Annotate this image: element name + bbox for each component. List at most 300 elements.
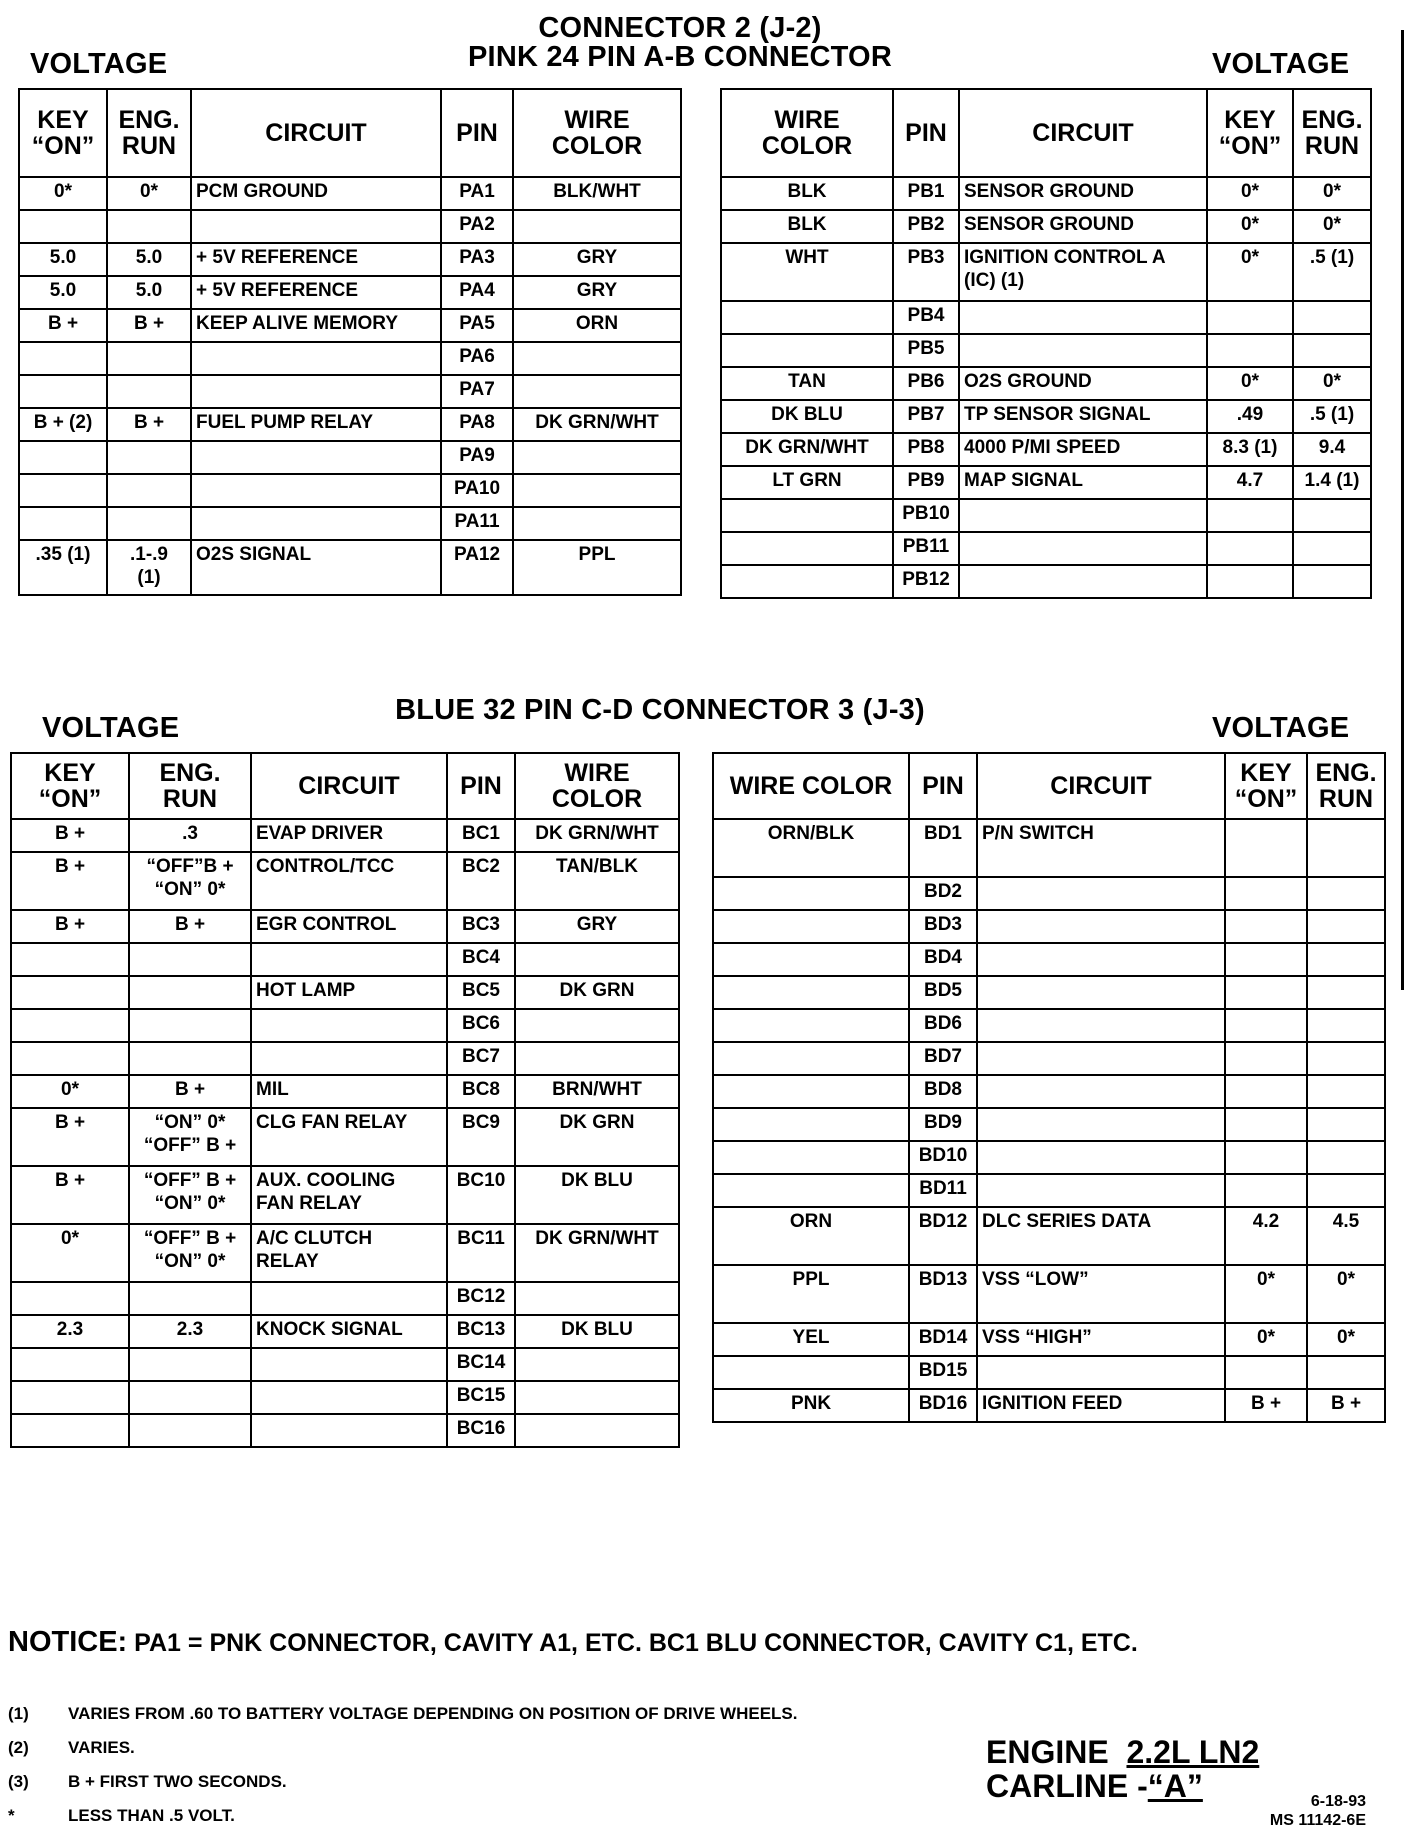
cell-key-on [1225, 943, 1307, 976]
cell-key-on: B + [11, 819, 129, 852]
cell-wire-color [713, 1356, 909, 1389]
cell-pin: BC2 [447, 852, 515, 910]
cell-pin: PA11 [441, 507, 513, 540]
cell-pin: PB3 [893, 243, 959, 301]
table-row [11, 852, 679, 910]
col-wire-color: WIRE COLOR [713, 753, 909, 819]
table-row [713, 877, 1385, 910]
cell-circuit [977, 1108, 1225, 1141]
cell-circuit: IGNITION FEED [977, 1389, 1225, 1422]
cell-wire-color: DK GRN/WHT [721, 433, 893, 466]
cell-eng-run [107, 474, 191, 507]
cell-pin: PA5 [441, 309, 513, 342]
table-row [713, 910, 1385, 943]
table-row [11, 910, 679, 943]
table-row [19, 540, 681, 595]
col-eng-run: ENG. RUN [1307, 753, 1385, 819]
cell-wire-color [713, 1141, 909, 1174]
cell-wire-color: DK BLU [515, 1315, 679, 1348]
footnote-text: LESS THAN .5 VOLT. [68, 1806, 235, 1825]
cell-circuit: SENSOR GROUND [959, 210, 1207, 243]
cell-circuit [251, 943, 447, 976]
cell-eng-run [1307, 1042, 1385, 1075]
table-row [721, 367, 1371, 400]
cell-pin: PB6 [893, 367, 959, 400]
table-row [11, 1381, 679, 1414]
cell-key-on: 0* [1225, 1323, 1307, 1356]
table-row [11, 976, 679, 1009]
connector3-right-table [712, 752, 1386, 1423]
cell-circuit [251, 1009, 447, 1042]
cell-circuit: KNOCK SIGNAL [251, 1315, 447, 1348]
cell-eng-run: 4.5 [1307, 1207, 1385, 1265]
cell-key-on: 0* [11, 1075, 129, 1108]
voltage-label-c2-right: VOLTAGE [1212, 48, 1350, 80]
cell-eng-run [1293, 499, 1371, 532]
col-eng-run: ENG. RUN [129, 753, 251, 819]
cell-pin: PA12 [441, 540, 513, 595]
cell-pin: PB11 [893, 532, 959, 565]
footnote-key: (3) [8, 1772, 29, 1791]
cell-eng-run [1293, 301, 1371, 334]
cell-key-on: B + [11, 1108, 129, 1166]
footnote-key: * [8, 1806, 15, 1825]
cell-key-on: 0* [1207, 243, 1293, 301]
table-row [19, 474, 681, 507]
cell-key-on [1225, 976, 1307, 1009]
cell-wire-color [513, 507, 681, 540]
col-eng-run: ENG. RUN [107, 89, 191, 177]
cell-circuit [977, 1075, 1225, 1108]
table-row [11, 1224, 679, 1282]
cell-eng-run [129, 976, 251, 1009]
cell-pin: BC14 [447, 1348, 515, 1381]
cell-wire-color [713, 1075, 909, 1108]
cell-circuit [191, 342, 441, 375]
cell-key-on [19, 474, 107, 507]
voltage-label-c2-left: VOLTAGE [30, 48, 168, 80]
cell-pin: BD15 [909, 1356, 977, 1389]
table-row [19, 177, 681, 210]
cell-circuit [959, 499, 1207, 532]
footnote-text: VARIES FROM .60 TO BATTERY VOLTAGE DEPENDING ON POSITION OF DRIVE WHEELS. [68, 1704, 798, 1723]
cell-key-on: 0* [1207, 177, 1293, 210]
cell-circuit [191, 507, 441, 540]
cell-key-on: 8.3 (1) [1207, 433, 1293, 466]
cell-pin: PA4 [441, 276, 513, 309]
cell-pin: PB7 [893, 400, 959, 433]
table-row [11, 1348, 679, 1381]
cell-eng-run: 0* [1307, 1323, 1385, 1356]
footnote-text: B + FIRST TWO SECONDS. [68, 1772, 287, 1791]
cell-wire-color [515, 1042, 679, 1075]
col-wire-color: WIRE COLOR [515, 753, 679, 819]
cell-key-on [1225, 1141, 1307, 1174]
engine-line [986, 1736, 1259, 1770]
cell-key-on [19, 210, 107, 243]
cell-pin: BC8 [447, 1075, 515, 1108]
table-row [713, 1009, 1385, 1042]
cell-pin: PA3 [441, 243, 513, 276]
cell-eng-run [107, 441, 191, 474]
col-circuit: CIRCUIT [191, 89, 441, 177]
cell-key-on [1225, 1075, 1307, 1108]
cell-pin: PA10 [441, 474, 513, 507]
cell-wire-color: BLK [721, 177, 893, 210]
cell-eng-run: 0* [1293, 210, 1371, 243]
cell-eng-run: .3 [129, 819, 251, 852]
connector3-title: BLUE 32 PIN C-D CONNECTOR 3 (J-3) [395, 694, 925, 726]
col-key-on: KEY “ON” [1225, 753, 1307, 819]
cell-key-on [1225, 877, 1307, 910]
cell-key-on [1207, 532, 1293, 565]
cell-circuit: AUX. COOLING FAN RELAY [251, 1166, 447, 1224]
document-code: MS 11142-6E [1269, 1812, 1366, 1830]
cell-pin: BD11 [909, 1174, 977, 1207]
voltage-label-c3-right: VOLTAGE [1212, 712, 1350, 744]
cell-circuit [959, 334, 1207, 367]
footnote-key: (1) [8, 1704, 29, 1723]
table-row [721, 400, 1371, 433]
cell-key-on: 0* [19, 177, 107, 210]
cell-key-on [19, 441, 107, 474]
cell-eng-run [129, 1009, 251, 1042]
cell-circuit [251, 1414, 447, 1447]
cell-pin: BD9 [909, 1108, 977, 1141]
cell-eng-run [1307, 910, 1385, 943]
table-row [11, 1108, 679, 1166]
footnote-key: (2) [8, 1738, 29, 1757]
cell-pin: PA7 [441, 375, 513, 408]
cell-wire-color: ORN [513, 309, 681, 342]
table-row [11, 1166, 679, 1224]
cell-pin: BD8 [909, 1075, 977, 1108]
cell-pin: BC3 [447, 910, 515, 943]
cell-circuit: P/N SWITCH [977, 819, 1225, 877]
cell-wire-color: PPL [513, 540, 681, 595]
col-circuit: CIRCUIT [959, 89, 1207, 177]
cell-pin: BC1 [447, 819, 515, 852]
cell-eng-run: 5.0 [107, 243, 191, 276]
cell-wire-color [513, 441, 681, 474]
cell-circuit: FUEL PUMP RELAY [191, 408, 441, 441]
cell-wire-color: ORN/BLK [713, 819, 909, 877]
cell-circuit [959, 532, 1207, 565]
cell-wire-color [515, 943, 679, 976]
cell-pin: BC10 [447, 1166, 515, 1224]
cell-eng-run [129, 1414, 251, 1447]
carline-line [986, 1767, 1259, 1804]
cell-wire-color: GRY [513, 276, 681, 309]
cell-key-on: B + (2) [19, 408, 107, 441]
connector2-left-rows [19, 177, 681, 595]
table-row [19, 210, 681, 243]
col-pin: PIN [893, 89, 959, 177]
cell-circuit [251, 1282, 447, 1315]
table-row [11, 1042, 679, 1075]
cell-pin: PB2 [893, 210, 959, 243]
cell-wire-color [513, 342, 681, 375]
cell-wire-color: TAN/BLK [515, 852, 679, 910]
engine-value: 2.2L LN2 [1126, 1734, 1260, 1770]
cell-pin: BD10 [909, 1141, 977, 1174]
footnote [8, 1806, 798, 1840]
cell-key-on [11, 1009, 129, 1042]
cell-eng-run: .5 (1) [1293, 243, 1371, 301]
cell-circuit: A/C CLUTCH RELAY [251, 1224, 447, 1282]
cell-wire-color [713, 1108, 909, 1141]
cell-pin: BD1 [909, 819, 977, 877]
page-edge-line [1401, 30, 1404, 990]
cell-wire-color [515, 1009, 679, 1042]
cell-eng-run [1307, 1141, 1385, 1174]
engine-block [986, 1736, 1259, 1803]
cell-pin: BD14 [909, 1323, 977, 1356]
cell-pin: BD6 [909, 1009, 977, 1042]
cell-eng-run: “OFF”B + “ON” 0* [129, 852, 251, 910]
cell-circuit: EGR CONTROL [251, 910, 447, 943]
cell-pin: BC16 [447, 1414, 515, 1447]
cell-pin: BD4 [909, 943, 977, 976]
cell-pin: BD12 [909, 1207, 977, 1265]
table-row [11, 819, 679, 852]
table-row [19, 375, 681, 408]
cell-wire-color [721, 301, 893, 334]
cell-eng-run [1293, 334, 1371, 367]
cell-pin: BC6 [447, 1009, 515, 1042]
cell-pin: BD13 [909, 1265, 977, 1323]
cell-pin: PB9 [893, 466, 959, 499]
cell-pin: BD2 [909, 877, 977, 910]
cell-circuit [191, 474, 441, 507]
document-date: 6-18-93 [1310, 1793, 1366, 1810]
connector2-title-line1: CONNECTOR 2 (J-2) [538, 12, 822, 44]
cell-eng-run [1307, 877, 1385, 910]
cell-pin: PB10 [893, 499, 959, 532]
cell-key-on [1207, 565, 1293, 598]
table-row [713, 1141, 1385, 1174]
cell-wire-color [515, 1414, 679, 1447]
table-row [19, 342, 681, 375]
cell-eng-run: 0* [1293, 367, 1371, 400]
cell-wire-color: DK GRN [515, 1108, 679, 1166]
table-row [11, 1009, 679, 1042]
cell-circuit: MIL [251, 1075, 447, 1108]
cell-wire-color [721, 532, 893, 565]
cell-wire-color [713, 1009, 909, 1042]
cell-circuit: DLC SERIES DATA [977, 1207, 1225, 1265]
cell-wire-color [713, 877, 909, 910]
cell-key-on [11, 976, 129, 1009]
cell-eng-run [1307, 976, 1385, 1009]
cell-circuit: + 5V REFERENCE [191, 276, 441, 309]
footnote-text: VARIES. [68, 1738, 135, 1757]
carline-label: CARLINE - [986, 1767, 1148, 1804]
cell-key-on [19, 375, 107, 408]
cell-key-on: 0* [1225, 1265, 1307, 1323]
cell-circuit [251, 1381, 447, 1414]
cell-wire-color: TAN [721, 367, 893, 400]
table-row [19, 507, 681, 540]
cell-eng-run [1293, 532, 1371, 565]
cell-circuit [959, 301, 1207, 334]
cell-circuit: KEEP ALIVE MEMORY [191, 309, 441, 342]
table-row [713, 976, 1385, 1009]
cell-circuit: CONTROL/TCC [251, 852, 447, 910]
table-row [713, 943, 1385, 976]
cell-circuit: O2S SIGNAL [191, 540, 441, 595]
cell-pin: PA1 [441, 177, 513, 210]
cell-eng-run [1293, 565, 1371, 598]
cell-eng-run: 2.3 [129, 1315, 251, 1348]
cell-wire-color [713, 943, 909, 976]
cell-key-on: .49 [1207, 400, 1293, 433]
cell-wire-color: BRN/WHT [515, 1075, 679, 1108]
cell-wire-color: DK GRN/WHT [513, 408, 681, 441]
cell-wire-color [713, 1174, 909, 1207]
cell-key-on [1225, 1042, 1307, 1075]
cell-key-on [1225, 1174, 1307, 1207]
cell-key-on: 0* [11, 1224, 129, 1282]
table-row [11, 1414, 679, 1447]
cell-pin: BC15 [447, 1381, 515, 1414]
cell-wire-color [721, 565, 893, 598]
cell-key-on: .35 (1) [19, 540, 107, 595]
cell-wire-color: BLK/WHT [513, 177, 681, 210]
cell-circuit: + 5V REFERENCE [191, 243, 441, 276]
table-row [19, 309, 681, 342]
cell-circuit [977, 877, 1225, 910]
cell-eng-run: .1-.9 (1) [107, 540, 191, 595]
cell-eng-run [1307, 1108, 1385, 1141]
cell-key-on [11, 1348, 129, 1381]
table-row [713, 1207, 1385, 1265]
cell-key-on: 4.2 [1225, 1207, 1307, 1265]
table-row [11, 1075, 679, 1108]
cell-wire-color: GRY [515, 910, 679, 943]
cell-eng-run: 0* [1307, 1265, 1385, 1323]
table-row [713, 1389, 1385, 1422]
cell-pin: PA9 [441, 441, 513, 474]
cell-eng-run: 9.4 [1293, 433, 1371, 466]
cell-pin: PB8 [893, 433, 959, 466]
col-circuit: CIRCUIT [977, 753, 1225, 819]
cell-pin: BD3 [909, 910, 977, 943]
cell-key-on [1225, 910, 1307, 943]
cell-wire-color [713, 910, 909, 943]
cell-wire-color: YEL [713, 1323, 909, 1356]
cell-circuit: EVAP DRIVER [251, 819, 447, 852]
cell-eng-run: 0* [1293, 177, 1371, 210]
col-key-on: KEY “ON” [19, 89, 107, 177]
footnote [8, 1738, 798, 1772]
table-header-row [11, 753, 679, 819]
cell-eng-run: B + [1307, 1389, 1385, 1422]
cell-circuit [977, 976, 1225, 1009]
table-header-row [19, 89, 681, 177]
cell-pin: PB4 [893, 301, 959, 334]
connector2-left-table [18, 88, 682, 596]
cell-key-on: 0* [1207, 367, 1293, 400]
cell-wire-color: BLK [721, 210, 893, 243]
cell-pin: BD16 [909, 1389, 977, 1422]
footnote [8, 1704, 798, 1738]
connector2-title-line2: PINK 24 PIN A-B CONNECTOR [468, 41, 892, 73]
cell-wire-color: DK BLU [721, 400, 893, 433]
cell-pin: BC4 [447, 943, 515, 976]
table-row [721, 210, 1371, 243]
cell-key-on: B + [11, 1166, 129, 1224]
table-header-row [713, 753, 1385, 819]
cell-wire-color [513, 210, 681, 243]
cell-key-on [1207, 301, 1293, 334]
cell-wire-color [515, 1282, 679, 1315]
footnotes [8, 1704, 798, 1840]
cell-key-on [11, 1414, 129, 1447]
table-row [721, 466, 1371, 499]
cell-eng-run: 1.4 (1) [1293, 466, 1371, 499]
cell-wire-color: LT GRN [721, 466, 893, 499]
cell-circuit: HOT LAMP [251, 976, 447, 1009]
cell-circuit [977, 1141, 1225, 1174]
cell-pin: BC5 [447, 976, 515, 1009]
cell-circuit: O2S GROUND [959, 367, 1207, 400]
cell-wire-color [721, 334, 893, 367]
document-stamp [1270, 1792, 1366, 1830]
cell-eng-run [107, 375, 191, 408]
table-row [721, 433, 1371, 466]
cell-eng-run: “OFF” B + “ON” 0* [129, 1166, 251, 1224]
cell-key-on: B + [11, 910, 129, 943]
connector3-right-rows [713, 819, 1385, 1422]
cell-circuit: PCM GROUND [191, 177, 441, 210]
cell-wire-color: DK GRN/WHT [515, 819, 679, 852]
cell-circuit: VSS “HIGH” [977, 1323, 1225, 1356]
cell-pin: BD7 [909, 1042, 977, 1075]
notice-label: NOTICE: [8, 1626, 128, 1658]
cell-pin: PB1 [893, 177, 959, 210]
col-pin: PIN [441, 89, 513, 177]
cell-circuit: IGNITION CONTROL A (IC) (1) [959, 243, 1207, 301]
engine-label: ENGINE [986, 1734, 1109, 1770]
cell-circuit [977, 1174, 1225, 1207]
cell-circuit: SENSOR GROUND [959, 177, 1207, 210]
cell-eng-run: 0* [107, 177, 191, 210]
cell-circuit: 4000 P/MI SPEED [959, 433, 1207, 466]
connector2-right-rows [721, 177, 1371, 598]
cell-wire-color [721, 499, 893, 532]
cell-circuit: CLG FAN RELAY [251, 1108, 447, 1166]
cell-eng-run [107, 507, 191, 540]
cell-eng-run: B + [129, 910, 251, 943]
cell-eng-run: .5 (1) [1293, 400, 1371, 433]
cell-circuit: TP SENSOR SIGNAL [959, 400, 1207, 433]
cell-pin: BC12 [447, 1282, 515, 1315]
table-row [19, 441, 681, 474]
cell-circuit [191, 441, 441, 474]
cell-eng-run [129, 1282, 251, 1315]
cell-circuit [191, 210, 441, 243]
footnote [8, 1772, 798, 1806]
cell-key-on [19, 342, 107, 375]
cell-wire-color: ORN [713, 1207, 909, 1265]
cell-circuit [977, 910, 1225, 943]
col-key-on: KEY “ON” [1207, 89, 1293, 177]
cell-circuit [191, 375, 441, 408]
cell-wire-color: DK GRN [515, 976, 679, 1009]
cell-eng-run [1307, 943, 1385, 976]
cell-key-on: 2.3 [11, 1315, 129, 1348]
